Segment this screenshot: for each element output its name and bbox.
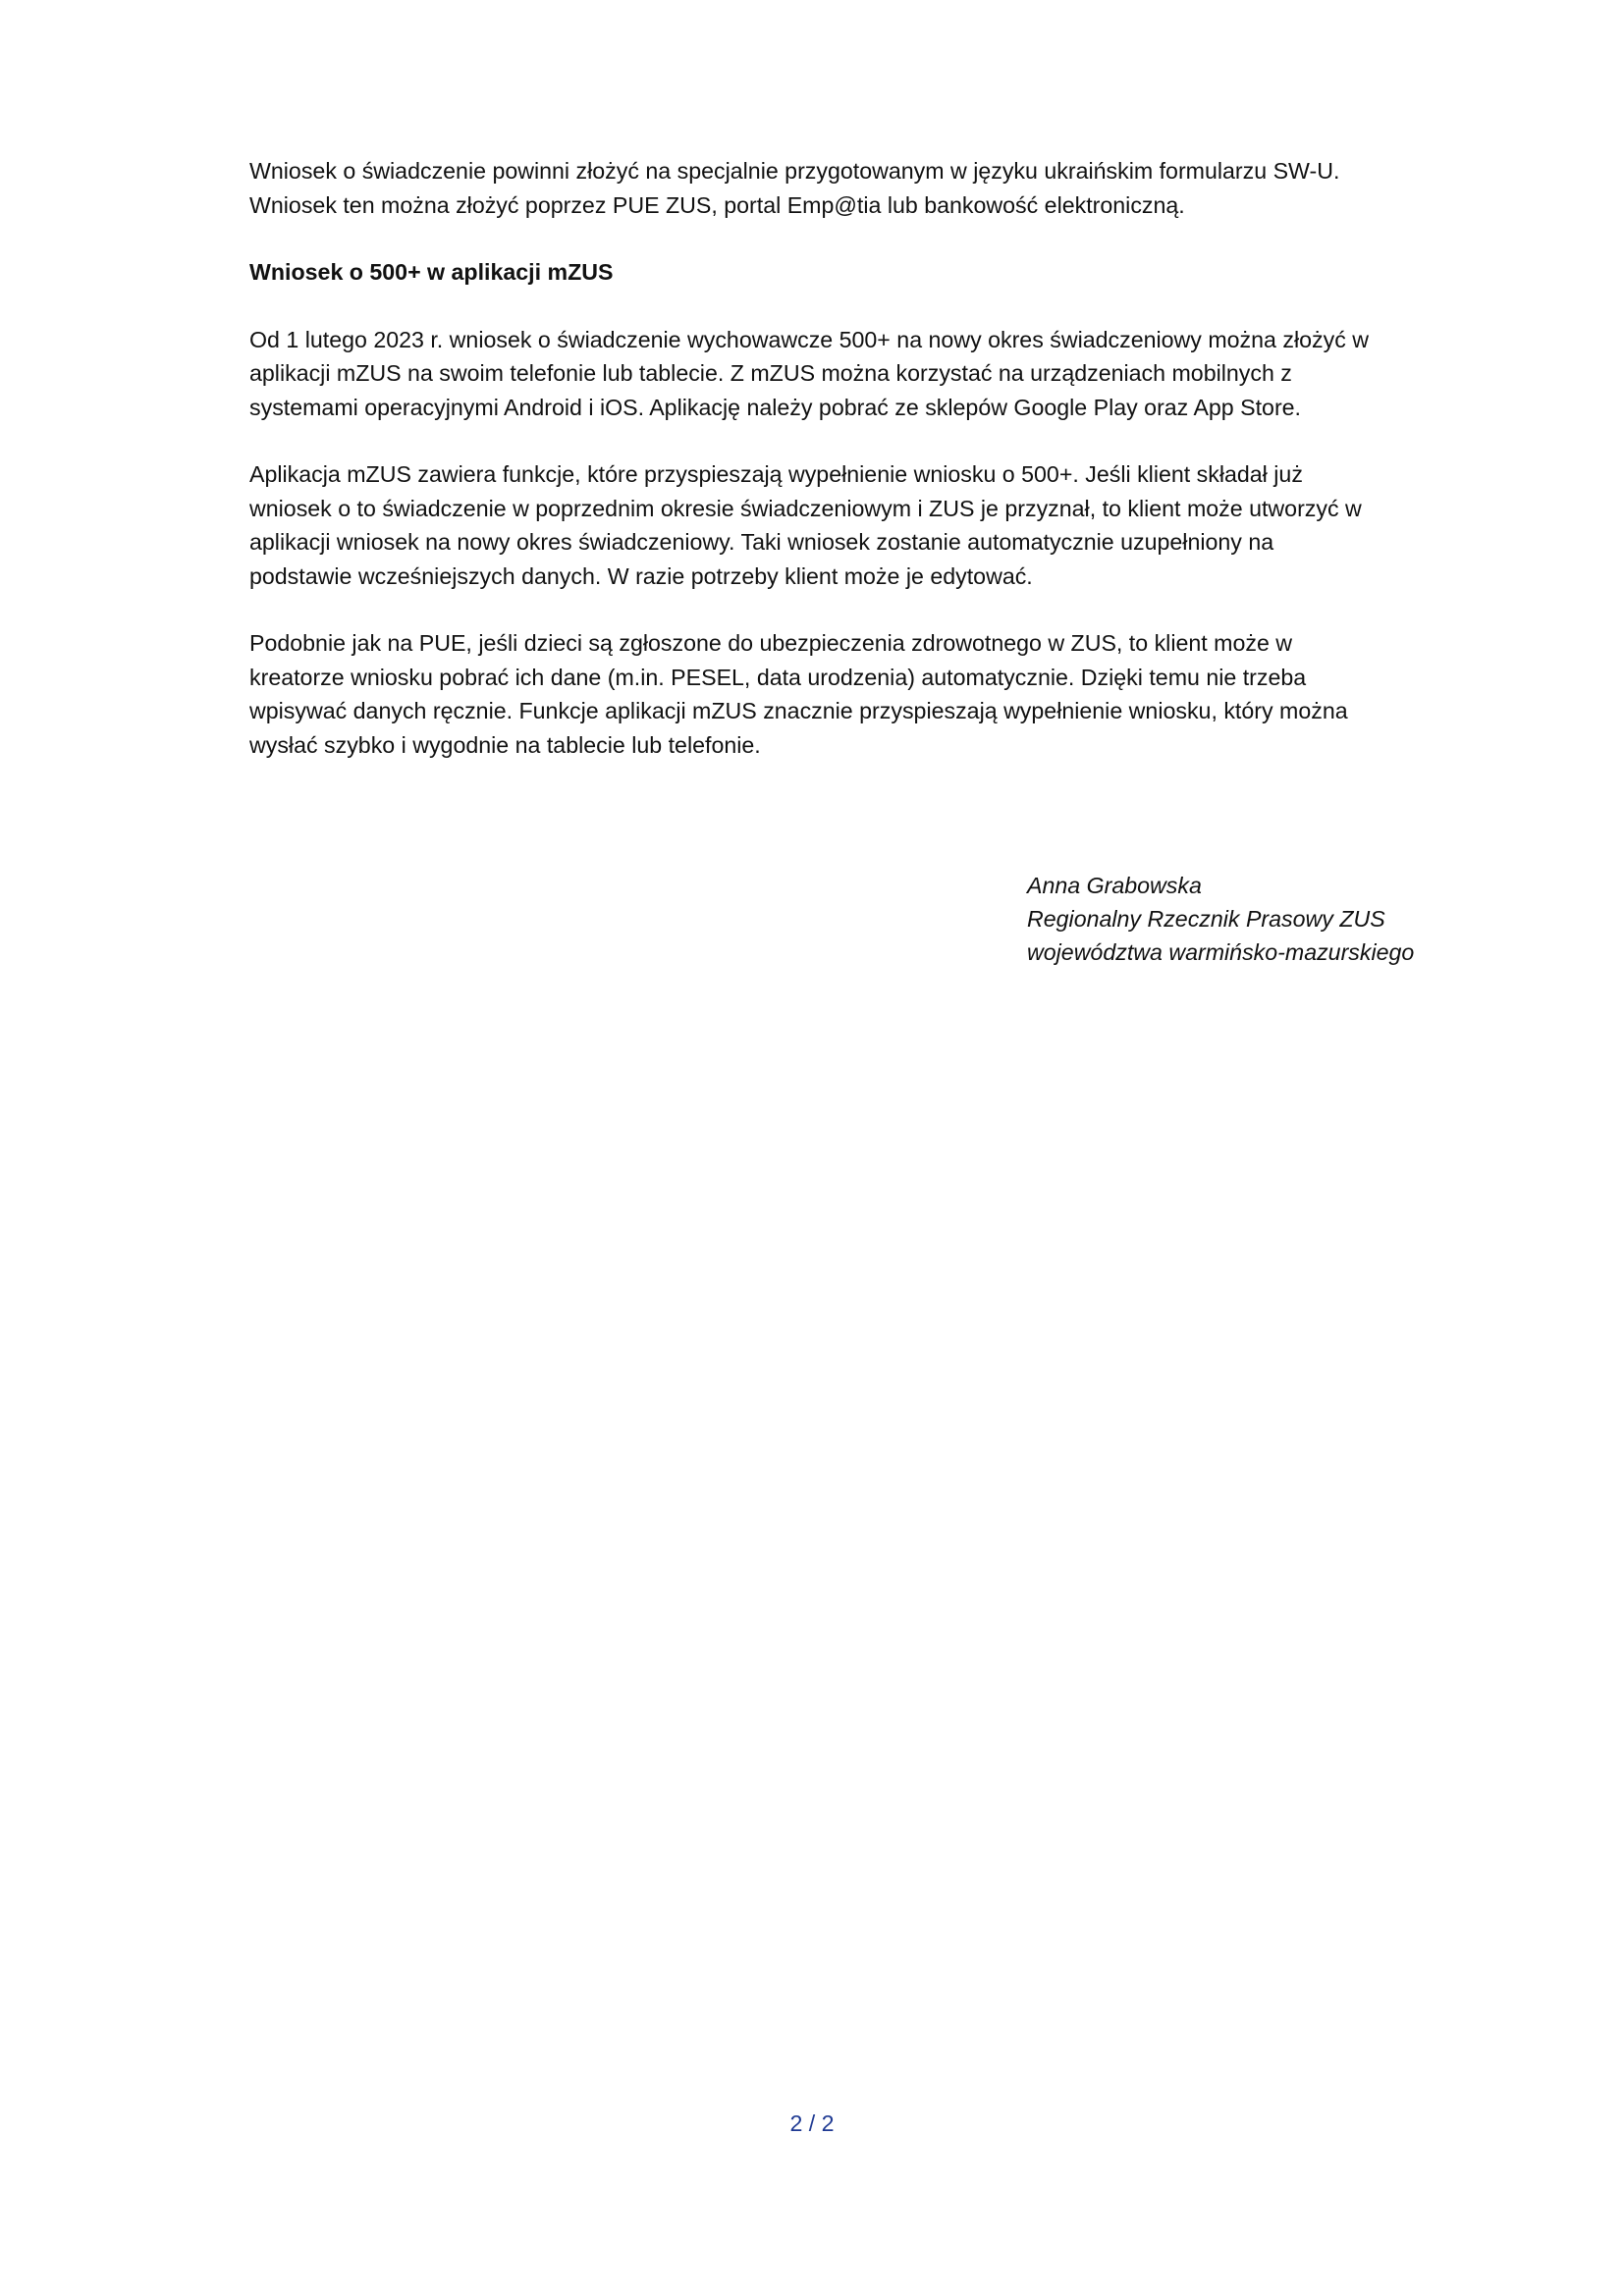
- page-number: 2 / 2: [789, 2110, 835, 2136]
- paragraph-application-form: [249, 154, 1487, 222]
- text-line: Aplikacja mZUS zawiera funkcje, które przyspieszają wypełnienie wniosku o 500+. Jeśli klient składał już: [249, 461, 1303, 487]
- heading-text: Wniosek o 500+ w aplikacji mZUS: [249, 259, 614, 285]
- paragraph-mzus-features: [249, 457, 1487, 593]
- text-line: Podobnie jak na PUE, jeśli dzieci są zgłoszone do ubezpieczenia zdrowotnego w ZUS, to klient może w: [249, 630, 1293, 656]
- text-line: wpisywać danych ręcznie. Funkcje aplikacji mZUS znacznie przyspieszają wypełnienie wniosku, który można: [249, 698, 1348, 723]
- signature-name: Anna Grabowska: [1027, 873, 1202, 898]
- text-line: wniosek o to świadczenie w poprzednim okresie świadczeniowym i ZUS je przyznał, to klient może utworzyć w: [249, 495, 1362, 521]
- text-line: wysłać szybko i wygodnie na tablecie lub telefonie.: [249, 731, 761, 758]
- signature-role: Regionalny Rzecznik Prasowy ZUS: [1027, 906, 1385, 932]
- text-line: Wniosek ten można złożyć poprzez PUE ZUS, portal Emp@tia lub bankowość elektroniczną.: [249, 191, 1185, 218]
- text-line: Od 1 lutego 2023 r. wniosek o świadczenie wychowawcze 500+ na nowy okres świadczeniowy można złożyć w: [249, 326, 1369, 352]
- signature-block: [1027, 869, 1414, 969]
- text-line: systemami operacyjnymi Android i iOS. Aplikację należy pobrać ze sklepów Google Play oraz App Store.: [249, 394, 1302, 420]
- text-line: aplikacji wniosek na nowy okres świadczeniowy. Taki wniosek zostanie automatycznie uzupełniony na: [249, 529, 1274, 555]
- text-line: aplikacji mZUS na swoim telefonie lub tablecie. Z mZUS można korzystać na urządzeniach mobilnych z: [249, 360, 1292, 386]
- section-heading: [249, 255, 1487, 290]
- signature-region: województwa warmińsko-mazurskiego: [1027, 939, 1415, 965]
- paragraph-pue-autofill: [249, 626, 1487, 762]
- document-body: [249, 154, 1487, 795]
- text-line: Wniosek o świadczenie powinni złożyć na specjalnie przygotowanym w języku ukraińskim formularzu SW-U.: [249, 158, 1340, 184]
- text-line: kreatorze wniosku pobrać ich dane (m.in. PESEL, data urodzenia) automatycznie. Dzięki temu nie trzeba: [249, 664, 1307, 690]
- text-line: podstawie wcześniejszych danych. W razie potrzeby klient może je edytować.: [249, 562, 1033, 589]
- paragraph-mzus-availability: [249, 323, 1487, 425]
